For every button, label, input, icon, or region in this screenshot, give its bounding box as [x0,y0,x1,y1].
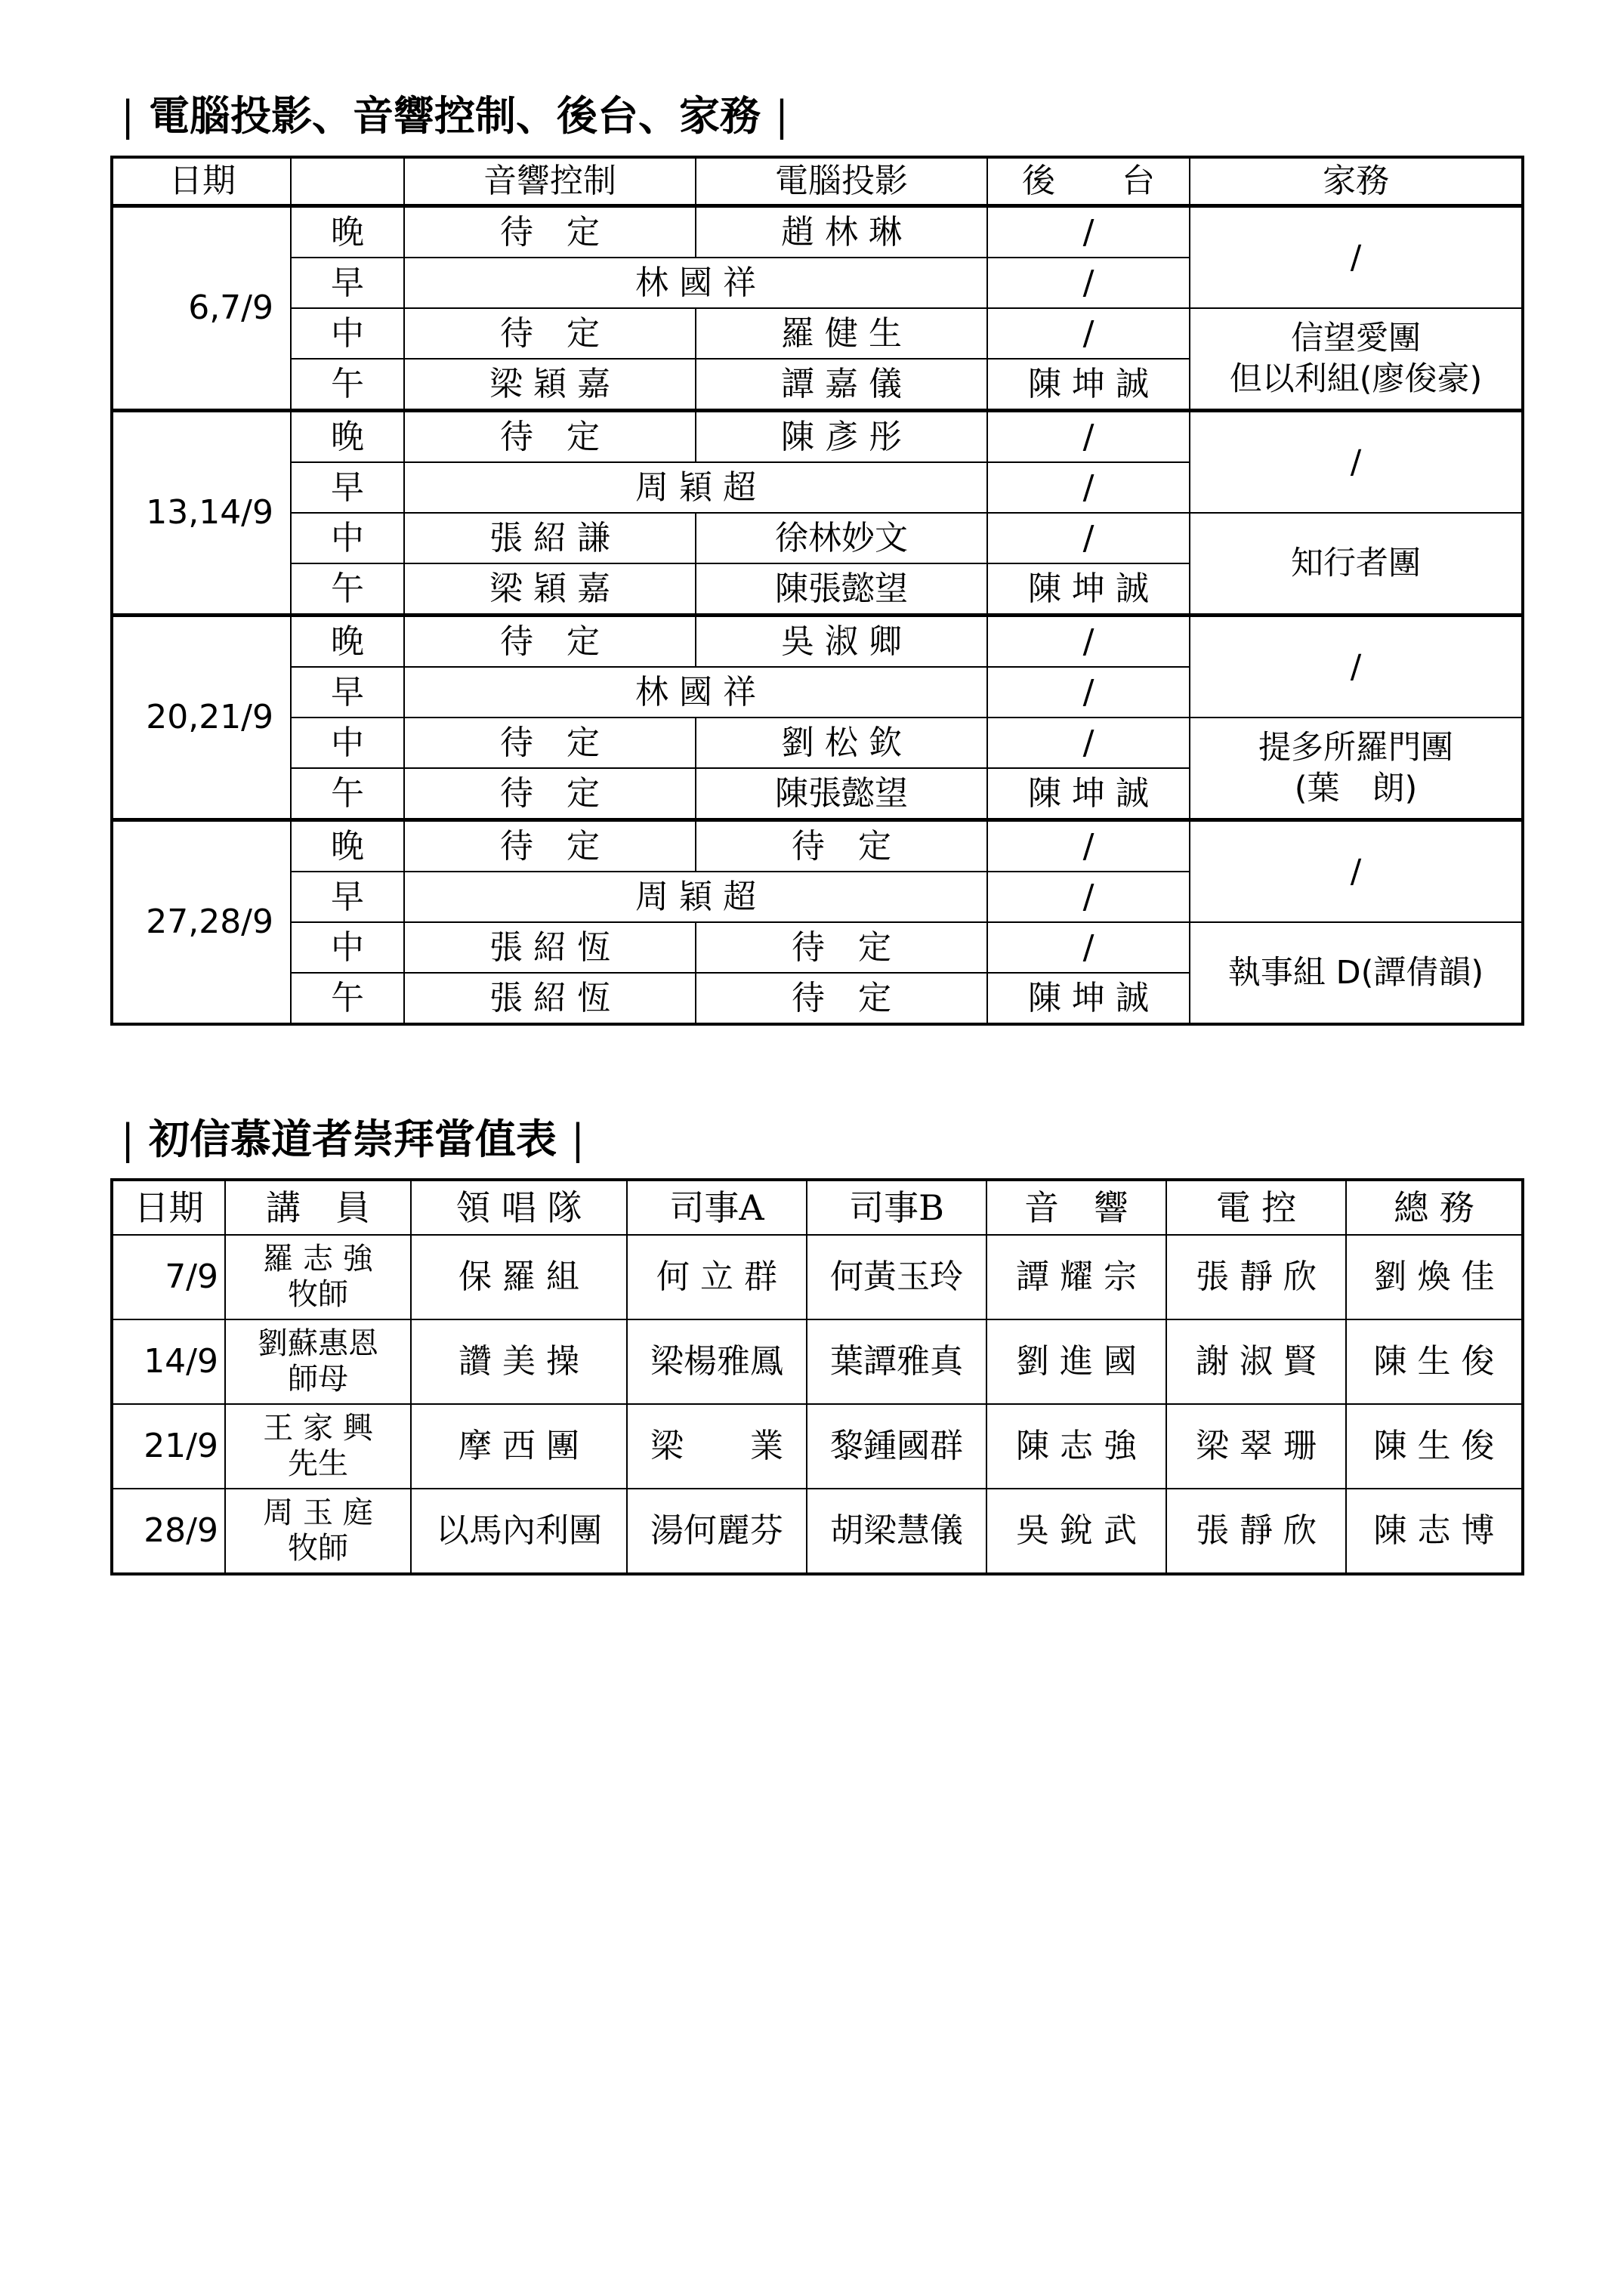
projection-cell: 待 定 [696,922,987,973]
header-control: 電 控 [1166,1180,1346,1235]
header-date: 日期 [112,1180,225,1235]
section1-title [121,89,789,143]
sound-cell: 待 定 [404,820,696,872]
backstage-cell: / [987,820,1190,872]
section2-title-text: 初信慕道者崇拜當值表 [149,1115,557,1163]
projection-cell: 陳 彥 彤 [696,411,987,463]
housekeeping-line: (葉 朗) [1294,770,1418,807]
speaker-cell [225,1404,411,1489]
sound-cell: 待 定 [404,616,696,668]
date-cell: 13,14/9 [112,411,291,616]
usher-a-cell: 梁楊雅鳳 [627,1319,807,1404]
sound-cell: 張 紹 謙 [404,513,696,563]
slot-cell: 早 [291,667,404,718]
slot-cell: 早 [291,462,404,513]
backstage-cell: 陳 坤 誠 [987,973,1190,1024]
header-slot [291,157,404,206]
slot-cell: 晚 [291,411,404,463]
table-header-row [112,1180,1523,1235]
housekeeping-cell [1190,513,1523,616]
header-worship-team: 領 唱 隊 [411,1180,627,1235]
slot-cell: 晚 [291,820,404,872]
general-cell: 陳 生 俊 [1346,1319,1523,1404]
worship-duty-table [110,1178,1524,1575]
projection-cell: 陳張懿望 [696,768,987,820]
backstage-cell: 陳 坤 誠 [987,768,1190,820]
projection-cell: 譚 嘉 儀 [696,359,987,411]
projection-cell: 徐林妙文 [696,513,987,563]
combined-av-cell: 林 國 祥 [404,667,987,718]
table-row [112,616,1523,668]
housekeeping-cell [1190,922,1523,1024]
slot-cell: 午 [291,768,404,820]
backstage-cell: / [987,616,1190,668]
speaker-line: 師母 [288,1362,348,1396]
header-backstage: 後 台 [987,157,1190,206]
housekeeping-line: 執事組 D(譚倩韻) [1227,954,1484,992]
section2-title [121,1113,585,1166]
control-cell: 張 靜 欣 [1166,1235,1346,1319]
usher-b-cell: 葉譚雅真 [807,1319,986,1404]
housekeeping-cell: / [1190,820,1523,923]
slot-cell: 中 [291,308,404,359]
control-cell: 梁 翠 珊 [1166,1404,1346,1489]
header-usher-b: 司事B [807,1180,986,1235]
sound-cell: 梁 穎 嘉 [404,563,696,616]
backstage-cell: / [987,513,1190,563]
table-row [112,308,1523,359]
backstage-cell: / [987,462,1190,513]
table-row [112,1319,1523,1404]
title-bar-left: | [121,1116,135,1163]
sound-cell: 待 定 [404,206,696,258]
projection-cell: 待 定 [696,820,987,872]
header-sound: 音響控制 [404,157,696,206]
header-usher-a: 司事A [627,1180,807,1235]
worship-team-cell: 保 羅 組 [411,1235,627,1319]
backstage-cell: / [987,411,1190,463]
sound-cell: 梁 穎 嘉 [404,359,696,411]
title-bar-right: | [570,1116,585,1163]
date-cell: 28/9 [112,1489,225,1574]
worship-duty-table-body [112,1235,1523,1574]
housekeeping-line: 提多所羅門團 [1258,729,1453,767]
speaker-line: 牧師 [288,1277,348,1312]
worship-team-cell: 讚 美 操 [411,1319,627,1404]
worship-team-cell: 摩 西 團 [411,1404,627,1489]
speaker-cell [225,1489,411,1574]
sound-cell: 待 定 [404,768,696,820]
slot-cell: 午 [291,563,404,616]
projection-cell: 陳張懿望 [696,563,987,616]
backstage-cell: / [987,206,1190,258]
table-row [112,718,1523,768]
projection-cell: 趙 林 琳 [696,206,987,258]
slot-cell: 中 [291,922,404,973]
header-sound: 音 響 [986,1180,1166,1235]
table-row [112,820,1523,872]
speaker-line: 牧師 [288,1531,348,1566]
housekeeping-line: 知行者團 [1291,545,1421,582]
backstage-cell: 陳 坤 誠 [987,563,1190,616]
general-cell: 陳 志 博 [1346,1489,1523,1574]
sound-cell: 待 定 [404,308,696,359]
date-cell: 21/9 [112,1404,225,1489]
worship-team-cell: 以馬內利團 [411,1489,627,1574]
sound-cell: 張 紹 恆 [404,973,696,1024]
housekeeping-cell: / [1190,411,1523,514]
speaker-cell [225,1235,411,1319]
title-bar-right: | [774,92,789,140]
slot-cell: 中 [291,513,404,563]
sound-cell: 陳 志 強 [986,1404,1166,1489]
date-cell: 20,21/9 [112,616,291,820]
control-cell: 張 靜 欣 [1166,1489,1346,1574]
usher-a-cell: 梁 業 [627,1404,807,1489]
header-speaker: 講 員 [225,1180,411,1235]
speaker-cell [225,1319,411,1404]
av-duty-table [110,156,1524,1026]
control-cell: 謝 淑 賢 [1166,1319,1346,1404]
slot-cell: 中 [291,718,404,768]
housekeeping-cell [1190,308,1523,411]
usher-b-cell: 何黃玉玲 [807,1235,986,1319]
sound-cell: 吳 銳 武 [986,1489,1166,1574]
housekeeping-line: 但以利組(廖俊豪) [1229,360,1483,398]
combined-av-cell: 周 穎 超 [404,872,987,922]
backstage-cell: / [987,922,1190,973]
title-bar-left: | [121,92,135,140]
usher-b-cell: 黎鍾國群 [807,1404,986,1489]
section1-title-text: 電腦投影、音響控制、後台、家務 [149,91,761,140]
sound-cell: 待 定 [404,718,696,768]
projection-cell: 劉 松 欽 [696,718,987,768]
date-cell: 27,28/9 [112,820,291,1025]
projection-cell: 待 定 [696,973,987,1024]
backstage-cell: / [987,718,1190,768]
speaker-line: 劉蘇惠恩 [258,1326,378,1361]
av-duty-table-body [112,206,1523,1025]
table-header-row [112,157,1523,206]
housekeeping-cell: / [1190,206,1523,309]
table-row [112,1235,1523,1319]
sound-cell: 譚 耀 宗 [986,1235,1166,1319]
table-row [112,1404,1523,1489]
header-housekeeping: 家務 [1190,157,1523,206]
speaker-line: 周 玉 庭 [263,1495,373,1530]
date-cell: 6,7/9 [112,206,291,411]
backstage-cell: / [987,872,1190,922]
combined-av-cell: 周 穎 超 [404,462,987,513]
housekeeping-cell: / [1190,616,1523,718]
date-cell: 14/9 [112,1319,225,1404]
slot-cell: 午 [291,973,404,1024]
speaker-line: 羅 志 強 [263,1242,373,1276]
date-cell: 7/9 [112,1235,225,1319]
header-date: 日期 [112,157,291,206]
housekeeping-cell [1190,718,1523,820]
combined-av-cell: 林 國 祥 [404,258,987,308]
sound-cell: 劉 進 國 [986,1319,1166,1404]
header-projection: 電腦投影 [696,157,987,206]
sound-cell: 張 紹 恆 [404,922,696,973]
backstage-cell: / [987,308,1190,359]
backstage-cell: / [987,258,1190,308]
usher-a-cell: 何 立 群 [627,1235,807,1319]
table-row [112,411,1523,463]
projection-cell: 羅 健 生 [696,308,987,359]
sound-cell: 待 定 [404,411,696,463]
backstage-cell: 陳 坤 誠 [987,359,1190,411]
backstage-cell: / [987,667,1190,718]
housekeeping-line: 信望愛團 [1291,319,1421,357]
slot-cell: 早 [291,258,404,308]
slot-cell: 午 [291,359,404,411]
slot-cell: 早 [291,872,404,922]
table-row [112,513,1523,563]
speaker-line: 王 家 興 [263,1411,373,1446]
speaker-line: 先生 [288,1446,348,1481]
header-general: 總 務 [1346,1180,1523,1235]
slot-cell: 晚 [291,206,404,258]
slot-cell: 晚 [291,616,404,668]
general-cell: 劉 煥 佳 [1346,1235,1523,1319]
table-row [112,922,1523,973]
projection-cell: 吳 淑 卿 [696,616,987,668]
usher-a-cell: 湯何麗芬 [627,1489,807,1574]
table-row [112,1489,1523,1574]
general-cell: 陳 生 俊 [1346,1404,1523,1489]
usher-b-cell: 胡梁慧儀 [807,1489,986,1574]
table-row [112,206,1523,258]
